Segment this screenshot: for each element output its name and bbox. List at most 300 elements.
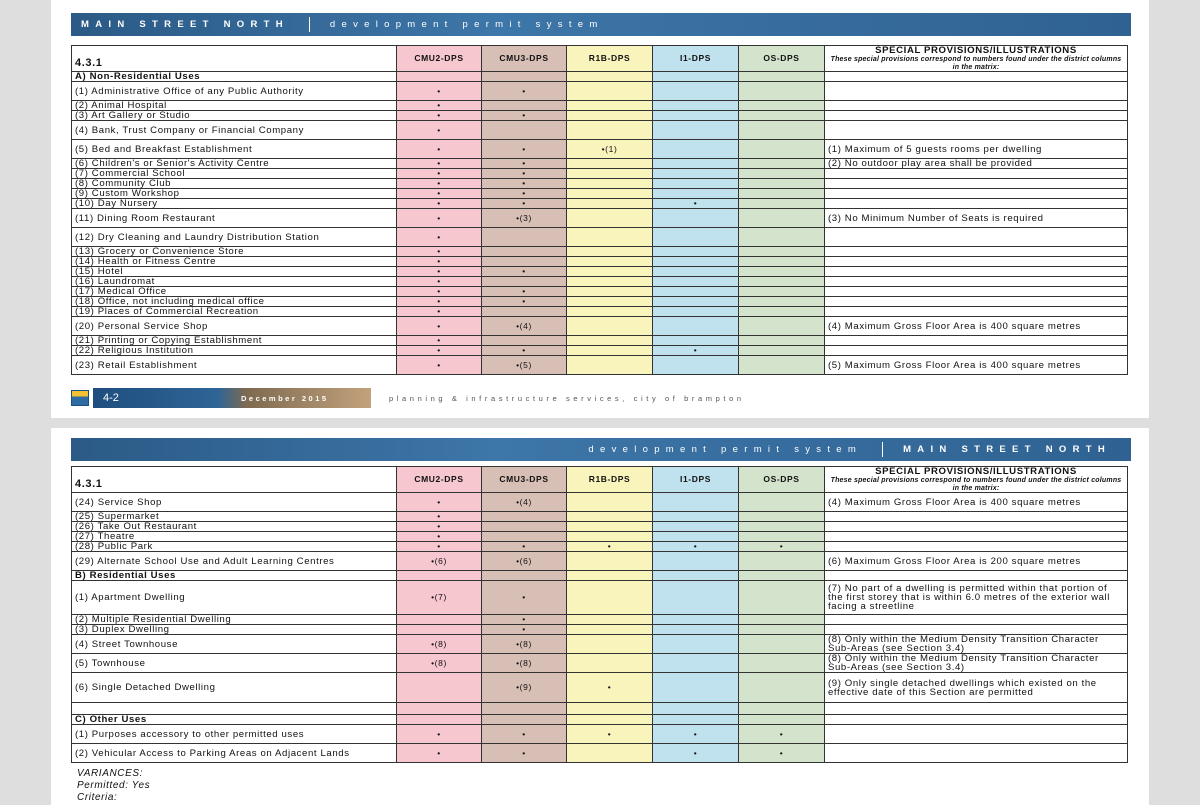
special-provision-note (825, 179, 1128, 189)
permission-cell: • (653, 542, 739, 552)
permission-cell (482, 257, 567, 267)
permission-cell (567, 101, 653, 111)
special-provision-note (825, 257, 1128, 267)
document-page-2 (51, 428, 1149, 805)
use-label: (5) Bed and Breakfast Establishment (72, 140, 397, 159)
permission-cell (653, 111, 739, 121)
special-provision-note (825, 571, 1128, 581)
permission-cell (653, 82, 739, 101)
permission-cell (739, 512, 825, 522)
use-label: (6) Single Detached Dwelling (72, 673, 397, 703)
permission-cell: • (397, 346, 482, 356)
special-provisions-header (825, 467, 1128, 493)
permission-cell (739, 247, 825, 257)
permission-cell (739, 581, 825, 615)
column-header: CMU3-DPS (482, 467, 567, 493)
permission-cell: • (397, 189, 482, 199)
special-provision-note (825, 121, 1128, 140)
permission-cell (567, 654, 653, 673)
table-row (72, 552, 1128, 571)
permission-cell: • (653, 346, 739, 356)
special-provision-note (825, 522, 1128, 532)
permission-cell: •(8) (482, 635, 567, 654)
special-provision-note: (5) Maximum Gross Floor Area is 400 square metres (825, 356, 1128, 375)
table-row (72, 532, 1128, 542)
permission-cell (653, 209, 739, 228)
use-label: (15) Hotel (72, 267, 397, 277)
page-footer (71, 388, 1131, 408)
table-row (72, 169, 1128, 179)
special-provision-note: (3) No Minimum Number of Seats is required (825, 209, 1128, 228)
special-provisions-subtitle: These special provisions correspond to numbers found under the district columns in the matrix: (830, 56, 1122, 71)
permission-cell (567, 267, 653, 277)
use-label: (1) Purposes accessory to other permitted uses (72, 725, 397, 744)
permission-cell (653, 625, 739, 635)
permission-cell (482, 307, 567, 317)
permission-cell (653, 715, 739, 725)
special-provision-note (825, 199, 1128, 209)
permission-cell: • (397, 725, 482, 744)
table-row (72, 209, 1128, 228)
table-row (72, 725, 1128, 744)
permission-cell (653, 179, 739, 189)
permission-cell (739, 277, 825, 287)
permission-cell: • (482, 625, 567, 635)
permission-cell: • (397, 307, 482, 317)
use-label: C) Other Uses (72, 715, 397, 725)
special-provision-note: (4) Maximum Gross Floor Area is 400 square metres (825, 317, 1128, 336)
special-provision-note (825, 336, 1128, 346)
banner-subtitle: development permit system (588, 444, 863, 455)
permission-cell (653, 522, 739, 532)
use-label: B) Residential Uses (72, 571, 397, 581)
permission-cell (739, 179, 825, 189)
permission-cell (739, 267, 825, 277)
permission-cell (653, 493, 739, 512)
table-row (72, 287, 1128, 297)
table-row (72, 307, 1128, 317)
category-row (72, 571, 1128, 581)
permission-cell: • (397, 247, 482, 257)
table-row (72, 346, 1128, 356)
permission-cell (482, 532, 567, 542)
permission-cell (397, 72, 482, 82)
permission-cell: • (397, 532, 482, 542)
special-provision-note: (8) Only within the Medium Density Transition Character Sub-Areas (see Section 3.4) (825, 654, 1128, 673)
use-label: (4) Street Townhouse (72, 635, 397, 654)
permission-cell (397, 571, 482, 581)
permission-cell (739, 356, 825, 375)
permission-cell: • (482, 111, 567, 121)
use-label: (26) Take Out Restaurant (72, 522, 397, 532)
permission-cell: • (482, 82, 567, 101)
permission-cell (567, 159, 653, 169)
permission-cell (653, 512, 739, 522)
permission-cell: • (397, 267, 482, 277)
permission-cell (739, 552, 825, 571)
use-label: (11) Dining Room Restaurant (72, 209, 397, 228)
table-header-row (72, 46, 1128, 72)
special-provisions-title: SPECIAL PROVISIONS/ILLUSTRATIONS (875, 466, 1077, 477)
permission-cell (739, 493, 825, 512)
permission-cell (567, 493, 653, 512)
permission-cell (653, 267, 739, 277)
permission-cell: • (482, 159, 567, 169)
special-provision-note (825, 247, 1128, 257)
permission-cell: •(8) (397, 635, 482, 654)
use-label (72, 703, 397, 715)
permission-cell (739, 654, 825, 673)
permission-cell (567, 581, 653, 615)
use-label: (21) Printing or Copying Establishment (72, 336, 397, 346)
table-row (72, 189, 1128, 199)
city-logo-icon (71, 390, 89, 406)
permission-cell: •(9) (482, 673, 567, 703)
variances-block (77, 768, 150, 804)
permission-cell: • (653, 199, 739, 209)
column-header: OS-DPS (739, 467, 825, 493)
use-label: (17) Medical Office (72, 287, 397, 297)
permission-cell (739, 189, 825, 199)
table-row (72, 635, 1128, 654)
permission-cell (739, 522, 825, 532)
table-row (72, 654, 1128, 673)
permission-cell: • (397, 297, 482, 307)
column-header: R1B-DPS (567, 467, 653, 493)
permission-cell: • (397, 101, 482, 111)
special-provision-note (825, 615, 1128, 625)
permission-cell: • (567, 542, 653, 552)
permission-cell: • (482, 189, 567, 199)
permission-cell (482, 101, 567, 111)
permission-cell: • (397, 493, 482, 512)
permission-cell: • (397, 287, 482, 297)
permission-cell (739, 101, 825, 111)
permission-cell: • (739, 725, 825, 744)
banner-subtitle: development permit system (329, 19, 604, 30)
permission-cell: • (397, 512, 482, 522)
permission-cell: • (482, 725, 567, 744)
special-provision-note: (7) No part of a dwelling is permitted within that portion of the first storey that is within 6.0 metres of the exterior wall facing a streetline (825, 581, 1128, 615)
special-provision-note (825, 101, 1128, 111)
permission-cell (653, 169, 739, 179)
permission-cell: • (397, 209, 482, 228)
special-provision-note: (1) Maximum of 5 guests rooms per dwelling (825, 140, 1128, 159)
special-provision-note (825, 82, 1128, 101)
table-row (72, 493, 1128, 512)
category-row (72, 715, 1128, 725)
table-row (72, 744, 1128, 763)
permission-cell: • (397, 744, 482, 763)
use-label: (27) Theatre (72, 532, 397, 542)
permission-cell (482, 336, 567, 346)
permission-cell: •(5) (482, 356, 567, 375)
permission-cell: • (482, 744, 567, 763)
permission-cell (739, 307, 825, 317)
permission-cell (739, 111, 825, 121)
variances-permitted: Permitted: Yes (77, 780, 151, 791)
permission-cell (653, 189, 739, 199)
permission-cell (567, 287, 653, 297)
permission-cell: •(3) (482, 209, 567, 228)
permission-cell: •(6) (482, 552, 567, 571)
permission-cell (653, 307, 739, 317)
special-provision-note (825, 725, 1128, 744)
table-row (72, 336, 1128, 346)
permission-cell (567, 552, 653, 571)
permission-cell (567, 356, 653, 375)
footer-department: planning & infrastructure services, city of brampton (389, 394, 745, 403)
permission-cell (567, 257, 653, 267)
table-row (72, 581, 1128, 615)
permission-cell (567, 307, 653, 317)
permission-cell (739, 199, 825, 209)
permission-cell (739, 715, 825, 725)
special-provision-note (825, 72, 1128, 82)
table-row (72, 522, 1128, 532)
table-row (72, 277, 1128, 287)
table-row (72, 121, 1128, 140)
special-provision-note (825, 267, 1128, 277)
permission-cell (567, 277, 653, 287)
table-row (72, 297, 1128, 307)
permission-cell (397, 625, 482, 635)
permission-cell (653, 317, 739, 336)
permission-cell: • (739, 542, 825, 552)
use-label: (7) Commercial School (72, 169, 397, 179)
permission-cell (653, 552, 739, 571)
permission-cell (739, 625, 825, 635)
permission-cell (739, 297, 825, 307)
permission-cell: • (397, 121, 482, 140)
banner-title: MAIN STREET NORTH (81, 19, 289, 30)
table-row (72, 356, 1128, 375)
permission-cell (653, 356, 739, 375)
permission-cell (653, 703, 739, 715)
permission-cell (567, 744, 653, 763)
use-label: (2) Multiple Residential Dwelling (72, 615, 397, 625)
permission-cell (567, 209, 653, 228)
special-provision-note (825, 169, 1128, 179)
permission-cell: • (397, 159, 482, 169)
special-provision-note (825, 111, 1128, 121)
permission-cell (653, 277, 739, 287)
column-header: CMU2-DPS (397, 467, 482, 493)
permission-cell: • (397, 356, 482, 375)
table-row (72, 615, 1128, 625)
permission-cell (653, 654, 739, 673)
banner-title: MAIN STREET NORTH (903, 444, 1111, 455)
permission-cell (739, 82, 825, 101)
use-label: (16) Laundromat (72, 277, 397, 287)
special-provision-note (825, 346, 1128, 356)
use-label: (10) Day Nursery (72, 199, 397, 209)
use-label: (23) Retail Establishment (72, 356, 397, 375)
permission-cell (653, 615, 739, 625)
permission-cell: • (397, 542, 482, 552)
permission-cell: • (482, 287, 567, 297)
banner-divider (882, 442, 883, 457)
permission-cell (567, 635, 653, 654)
permission-cell (567, 532, 653, 542)
use-label: (2) Animal Hospital (72, 101, 397, 111)
use-label: (28) Public Park (72, 542, 397, 552)
section-number: 4.3.1 (72, 46, 397, 72)
permission-cell (482, 247, 567, 257)
permission-cell: • (482, 581, 567, 615)
column-header: CMU2-DPS (397, 46, 482, 72)
permission-cell (739, 287, 825, 297)
permission-cell (653, 673, 739, 703)
use-label: A) Non-Residential Uses (72, 72, 397, 82)
table-row (72, 82, 1128, 101)
permission-cell: • (397, 111, 482, 121)
permission-cell: • (397, 522, 482, 532)
permission-cell (739, 121, 825, 140)
permission-cell (567, 625, 653, 635)
permission-cell (653, 287, 739, 297)
permission-cell (567, 615, 653, 625)
table-row (72, 267, 1128, 277)
permission-cell (567, 703, 653, 715)
permission-cell (567, 522, 653, 532)
table-row (72, 247, 1128, 257)
permission-cell (567, 571, 653, 581)
permission-cell (653, 159, 739, 169)
permission-cell (739, 317, 825, 336)
special-provision-note (825, 744, 1128, 763)
permission-cell (739, 257, 825, 267)
special-provision-note: (9) Only single detached dwellings which existed on the effective date of this Section are permitted (825, 673, 1128, 703)
permission-cell (567, 247, 653, 257)
footer-date: December 2015 (241, 394, 329, 403)
permission-cell: • (397, 317, 482, 336)
permission-cell: • (567, 673, 653, 703)
permission-cell: •(4) (482, 317, 567, 336)
permission-cell (567, 346, 653, 356)
column-header: I1-DPS (653, 46, 739, 72)
permission-cell (653, 257, 739, 267)
column-header: CMU3-DPS (482, 46, 567, 72)
permission-cell: • (482, 297, 567, 307)
page-header-banner (71, 438, 1131, 461)
use-label: (9) Custom Workshop (72, 189, 397, 199)
footer-bar (93, 388, 371, 408)
permission-cell: • (482, 179, 567, 189)
permission-cell (482, 703, 567, 715)
permission-cell (482, 571, 567, 581)
table-row (72, 317, 1128, 336)
permitted-uses-matrix (71, 466, 1128, 763)
permission-cell (567, 111, 653, 121)
permission-cell (567, 317, 653, 336)
permitted-uses-matrix (71, 45, 1128, 375)
use-label: (3) Art Gallery or Studio (72, 111, 397, 121)
permission-cell (653, 532, 739, 542)
permission-cell (653, 101, 739, 111)
table-row (72, 542, 1128, 552)
permission-cell (482, 228, 567, 247)
permission-cell: • (397, 82, 482, 101)
special-provision-note (825, 189, 1128, 199)
permission-cell (739, 346, 825, 356)
column-header: I1-DPS (653, 467, 739, 493)
permission-cell: • (397, 169, 482, 179)
permission-cell (567, 512, 653, 522)
permission-cell: • (397, 179, 482, 189)
special-provision-note (825, 228, 1128, 247)
permission-cell (567, 169, 653, 179)
special-provision-note (825, 542, 1128, 552)
permission-cell (653, 581, 739, 615)
permission-cell: • (397, 228, 482, 247)
permission-cell: • (482, 169, 567, 179)
permission-cell (397, 673, 482, 703)
permission-cell (653, 140, 739, 159)
special-provision-note (825, 715, 1128, 725)
special-provisions-subtitle: These special provisions correspond to numbers found under the district columns in the matrix: (830, 477, 1122, 492)
special-provision-note: (6) Maximum Gross Floor Area is 200 square metres (825, 552, 1128, 571)
permission-cell: • (482, 542, 567, 552)
permission-cell (653, 121, 739, 140)
permission-cell (482, 121, 567, 140)
permission-cell: •(8) (482, 654, 567, 673)
permission-cell (739, 615, 825, 625)
variances-criteria: Criteria: (77, 792, 118, 803)
special-provision-note (825, 512, 1128, 522)
permission-cell (397, 715, 482, 725)
category-row (72, 72, 1128, 82)
permission-cell: • (397, 199, 482, 209)
permission-cell (739, 140, 825, 159)
permission-cell (567, 189, 653, 199)
use-label: (25) Supermarket (72, 512, 397, 522)
permission-cell: • (397, 257, 482, 267)
special-provisions-header (825, 46, 1128, 72)
use-label: (29) Alternate School Use and Adult Learning Centres (72, 552, 397, 571)
table-row (72, 140, 1128, 159)
table-row (72, 257, 1128, 267)
permission-cell: •(8) (397, 654, 482, 673)
special-provision-note (825, 277, 1128, 287)
permission-cell (653, 297, 739, 307)
permission-cell (482, 72, 567, 82)
special-provision-note (825, 532, 1128, 542)
use-label: (19) Places of Commercial Recreation (72, 307, 397, 317)
table-row (72, 625, 1128, 635)
permission-cell (739, 169, 825, 179)
table-row (72, 199, 1128, 209)
permission-cell (653, 72, 739, 82)
use-label: (12) Dry Cleaning and Laundry Distribution Station (72, 228, 397, 247)
use-label: (24) Service Shop (72, 493, 397, 512)
use-label: (14) Health or Fitness Centre (72, 257, 397, 267)
permission-cell: •(6) (397, 552, 482, 571)
permission-cell: • (653, 725, 739, 744)
use-label: (8) Community Club (72, 179, 397, 189)
permission-cell (739, 673, 825, 703)
special-provision-note: (8) Only within the Medium Density Transition Character Sub-Areas (see Section 3.4) (825, 635, 1128, 654)
permission-cell (739, 635, 825, 654)
permission-cell (653, 228, 739, 247)
permission-cell (739, 571, 825, 581)
table-row (72, 159, 1128, 169)
permission-cell (739, 336, 825, 346)
table-row (72, 703, 1128, 715)
permission-cell (482, 522, 567, 532)
permission-cell: • (397, 336, 482, 346)
table-row (72, 111, 1128, 121)
